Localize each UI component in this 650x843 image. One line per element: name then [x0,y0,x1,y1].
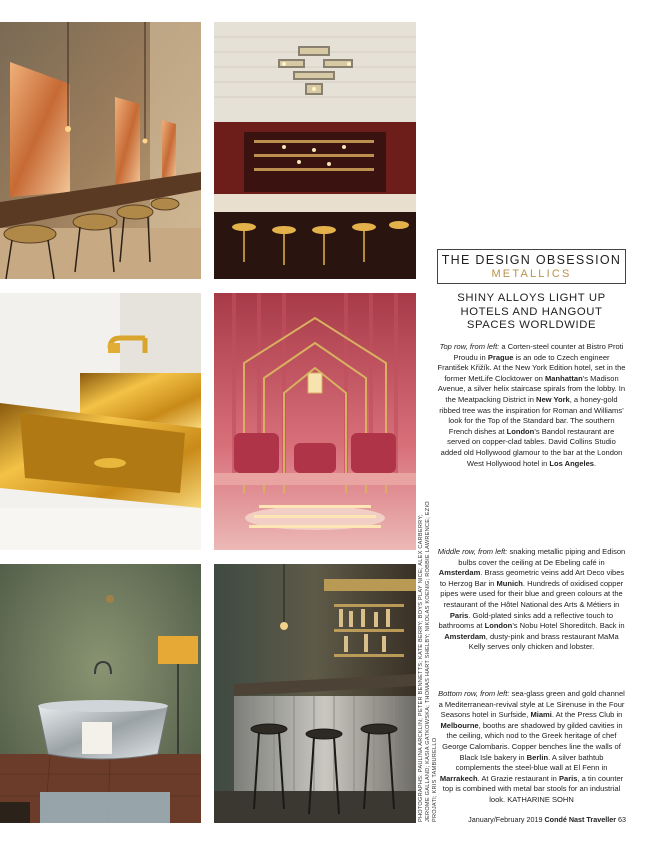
caption-text: , a tin counter top is combined with metal bar stools for an industrial look. KATHARINE SOHN [442,773,624,804]
city-name: New York [536,394,570,404]
caption-text: . A silver bathtub complements the steel-blue wall at El Fenn in [455,752,608,773]
section-subtitle: METALLICS [491,268,572,280]
caption-text: a Corten-steel counter at Bistro Proti Proudu in [453,342,624,362]
photo-pink-brass-restaurant [214,293,416,550]
caption-text: ’s Madison Avenue, a silver helix staircase spirals from the lobby. In the Meatpacking District in [437,373,626,404]
caption-lead: Middle row, from left: [437,547,508,556]
photo-gold-sinks [0,293,201,550]
photo-corten-steel-counter [0,22,201,279]
city-name: Munich [496,578,523,588]
caption-text: . Hundreds of oxidised copper pipes were used for their blue and green colours at the restaurant of the Hôtel National des Arts & Métiers in [440,578,624,609]
article-headline: SHINY ALLOYS LIGHT UP HOTELS AND HANGOUT SPACES WORLDWIDE [457,292,606,332]
photo-bar-chandelier [214,22,416,279]
city-name: Melbourne [440,720,479,730]
caption-text: sea-glass green and gold channel a Mediterranean-revival style at Le Sirenuse in the Four Seasons hotel in Surfside, [438,689,625,720]
caption-top-row [437,342,626,469]
caption-text: snaking metallic piping and Edison bulbs cover the ceiling at De Ebeling café in [458,547,626,567]
caption-text: is an ode to Czech engineer František Křižík. At the New York Edition hotel, set in the former MetLife Clocktower on [437,352,626,383]
caption-text: . Gold-plated sinks add a reflective touch to bathrooms at [438,610,614,631]
section-title: THE DESIGN OBSESSION [441,253,622,267]
caption-text: . [593,458,597,468]
caption-middle-row [437,547,626,653]
city-name: Marrakech [439,773,478,783]
page-footer [437,815,626,824]
city-name: London [484,621,513,631]
city-name: Amsterdam [444,631,486,641]
page-number: 63 [616,815,626,824]
caption-lead: Top row, from left: [439,342,500,351]
photo-silver-bathtub [0,564,201,823]
issue-date: January/February 2019 [468,815,545,824]
caption-text: ’s Bandol restaurant are served on copper-clad tables. David Collins Studio added old Hollywood glamour to the bar at the London West Hollywood hotel in [440,426,623,468]
city-name: Miami [530,710,552,720]
city-name: Paris [558,773,578,783]
caption-text: , dusty-pink and brass restaurant MaMa Kelly serves only chicken and lobster. [468,631,619,652]
caption-text: , a honey-gold ribbed tree was the inspiration for Roman and Williams’ look for the Top of the Standard bar. The southern French dishes at [439,394,624,436]
magazine-name: Condé Nast Traveller [544,815,616,824]
city-name: Amsterdam [438,568,481,578]
caption-text: . At the Press Club in [551,710,623,720]
caption-text: ’s Nobu Hotel Shoreditch. Back in [512,621,625,631]
caption-text: . At Grazie restaurant in [477,773,559,783]
city-name: Berlin [526,752,549,762]
city-name: Los Angeles [549,458,594,468]
city-name: Paris [449,610,469,620]
photo-credits: PHOTOGRAPHS: PAULINA ARCKLIN; PETER BENNETTS; KATE BERRY; BOYS PLAY NICE; ALEX CARBERRY; JEROME GALLAND; KASIA GATKOWSKA; THOMAS HART SHELBY; NIKOLAS KOENIG; ROBBIE LAWRENCE; EZIO PROJATI; KRIS TAMBURELLO [418,501,438,822]
section-title-box [437,249,626,284]
city-name: Manhattan [544,373,583,383]
caption-text: , booths are shadowed by gilded cavities in the ceiling, which nod to the Greek heritage of chef George Calombaris. Copper benches line the walls of Black Isle bakery in [442,720,623,762]
photo-tin-counter-bar [214,564,416,823]
city-name: Prague [487,352,514,362]
caption-bottom-row [437,689,626,806]
caption-text: . Brass geometric veins add Art Deco vibes to Herzog Bar in [439,568,625,588]
caption-lead: Bottom row, from left: [438,689,510,698]
city-name: London [506,426,535,436]
